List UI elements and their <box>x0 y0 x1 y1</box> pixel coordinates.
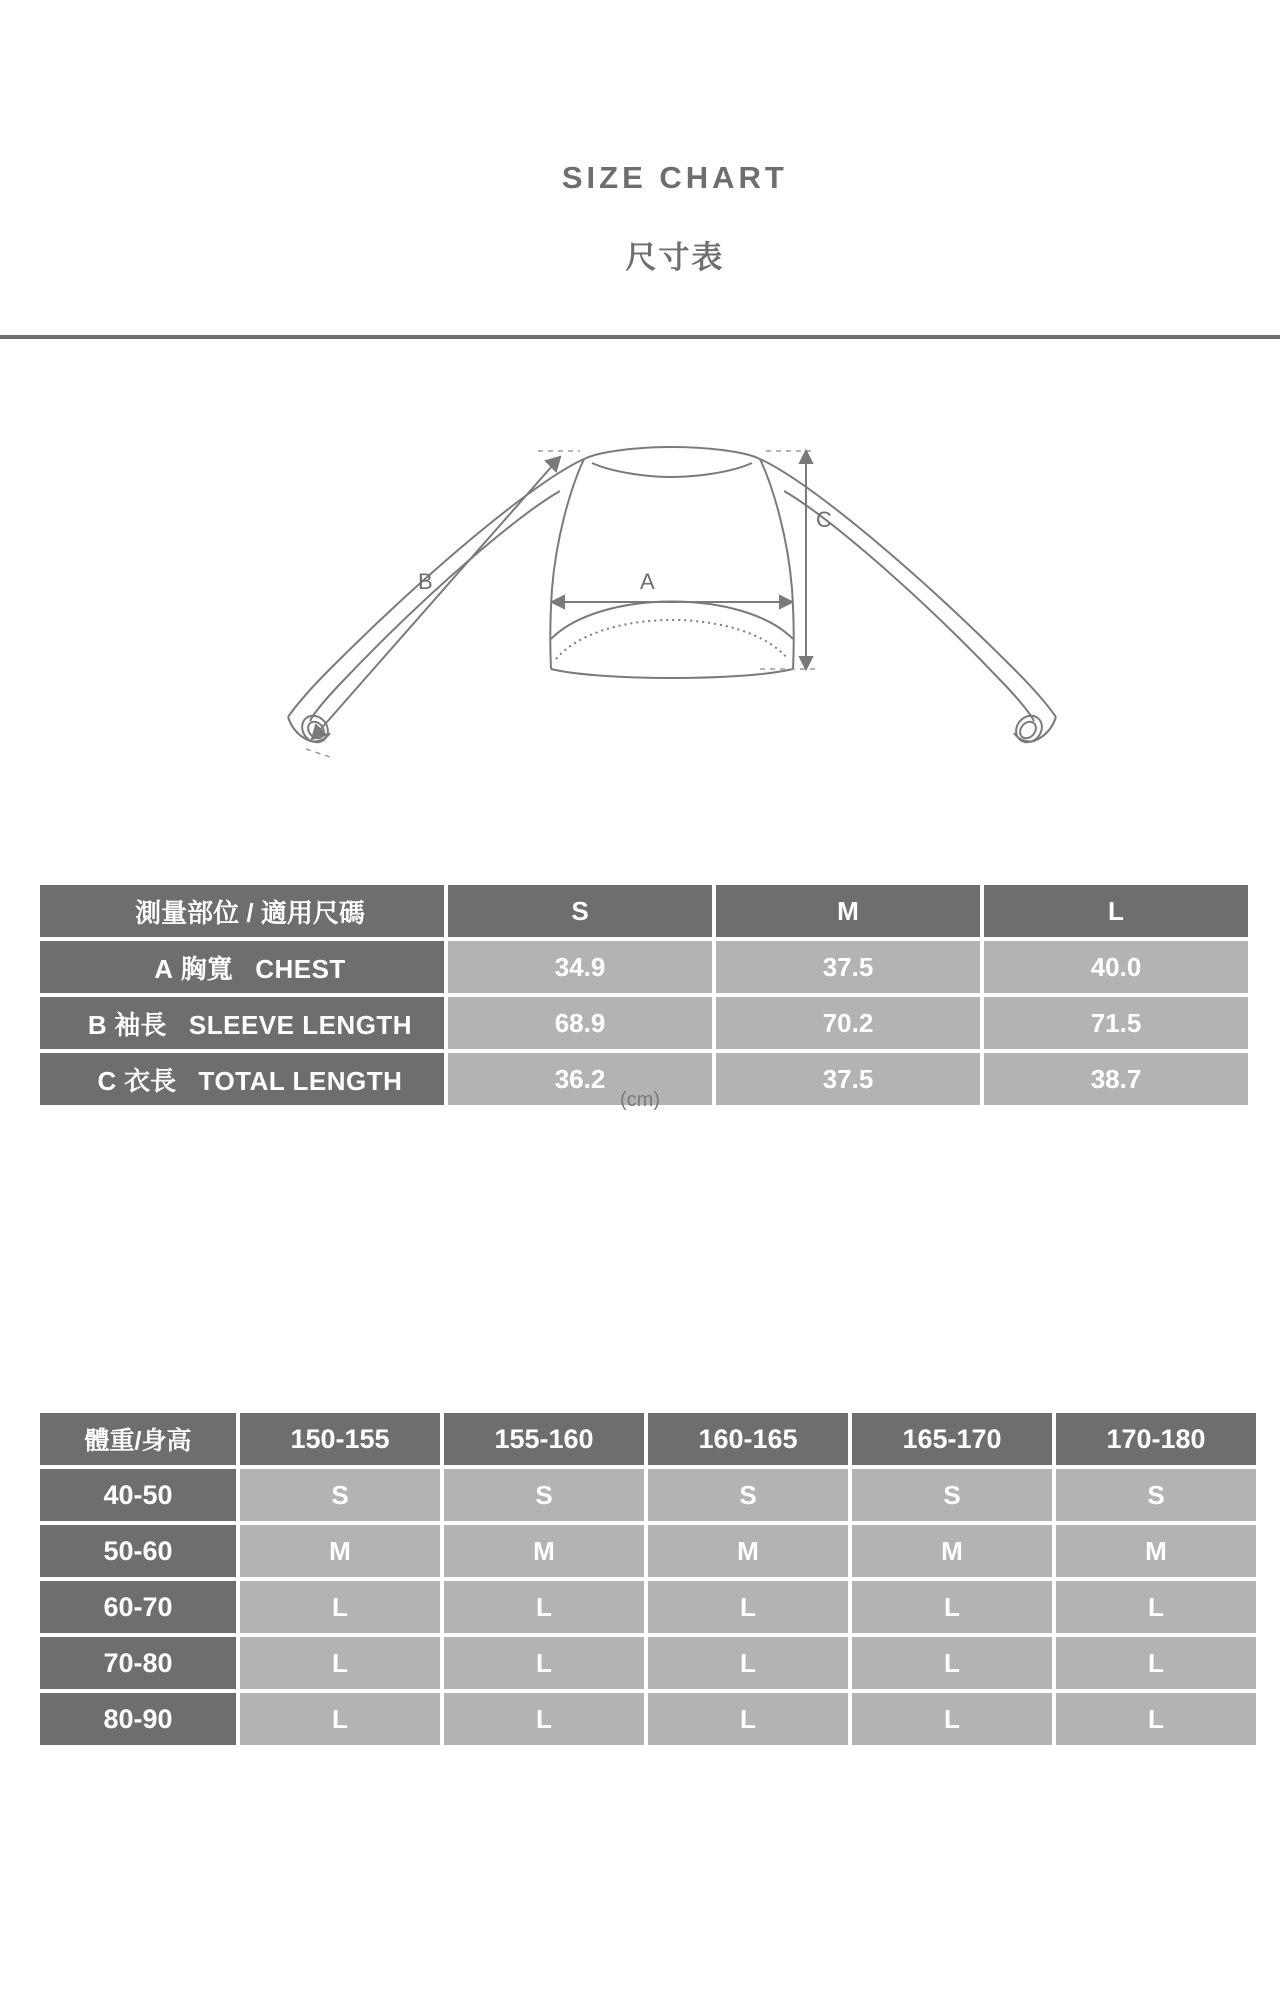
cell-chest-s: 34.9 <box>448 941 712 993</box>
height-header-5: 170-180 <box>1056 1413 1256 1465</box>
rec-cell: L <box>852 1693 1052 1745</box>
weight-label-5: 80-90 <box>40 1693 236 1745</box>
rec-cell: S <box>852 1469 1052 1521</box>
cell-total-l: 38.7 <box>984 1053 1248 1105</box>
cell-total-s: 36.2 <box>448 1053 712 1105</box>
rec-cell: L <box>648 1693 848 1745</box>
size-header-s: S <box>448 885 712 937</box>
weight-label-4: 70-80 <box>40 1637 236 1689</box>
row-label-en: SLEEVE LENGTH <box>188 1009 413 1040</box>
row-prefix: B <box>87 1009 108 1040</box>
rec-cell: L <box>1056 1581 1256 1633</box>
rec-cell: L <box>444 1637 644 1689</box>
row-label-en: TOTAL LENGTH <box>198 1065 403 1096</box>
cell-sleeve-s: 68.9 <box>448 997 712 1049</box>
table-row <box>40 997 1248 1049</box>
rec-cell: L <box>240 1581 440 1633</box>
diagram-label-a: A <box>640 569 655 594</box>
rec-cell: L <box>240 1637 440 1689</box>
rec-cell: S <box>648 1469 848 1521</box>
height-header-3: 160-165 <box>648 1413 848 1465</box>
row-label-zh: 胸寬 <box>180 953 233 984</box>
rec-cell: L <box>852 1637 1052 1689</box>
rec-cell: L <box>648 1581 848 1633</box>
size-header-m: M <box>716 885 980 937</box>
rec-cell: S <box>444 1469 644 1521</box>
table-row <box>40 1637 1256 1689</box>
row-label-zh: 衣長 <box>124 1065 177 1096</box>
rec-cell: M <box>240 1525 440 1577</box>
height-header-1: 150-155 <box>240 1413 440 1465</box>
rec-cell: M <box>444 1525 644 1577</box>
rec-cell: M <box>1056 1525 1256 1577</box>
table-row <box>40 1469 1256 1521</box>
table-row <box>40 1581 1256 1633</box>
height-header-2: 155-160 <box>444 1413 644 1465</box>
spacer <box>0 1109 1280 1409</box>
recommendation-table <box>36 1409 1260 1749</box>
weight-label-1: 40-50 <box>40 1469 236 1521</box>
rec-cell: L <box>444 1581 644 1633</box>
table-row <box>40 1525 1256 1577</box>
table-row <box>40 1693 1256 1745</box>
rec-cell: L <box>852 1581 1052 1633</box>
row-label-en: CHEST <box>255 953 346 984</box>
rec-cell: M <box>852 1525 1052 1577</box>
height-header-4: 165-170 <box>852 1413 1052 1465</box>
rec-cell: L <box>1056 1693 1256 1745</box>
cell-total-m: 37.5 <box>716 1053 980 1105</box>
cell-sleeve-l: 71.5 <box>984 997 1248 1049</box>
size-header-l: L <box>984 885 1248 937</box>
rec-cell: S <box>240 1469 440 1521</box>
page-title-zh: 尺寸表 <box>625 240 725 275</box>
measurement-header-label: 測量部位 / 適用尺碼 <box>40 885 444 937</box>
row-prefix: C <box>97 1065 117 1096</box>
rec-cell: L <box>1056 1637 1256 1689</box>
weight-label-2: 50-60 <box>40 1525 236 1577</box>
rec-cell: M <box>648 1525 848 1577</box>
rec-cell: S <box>1056 1469 1256 1521</box>
page-title <box>492 124 788 313</box>
page-title-en: SIZE CHART <box>561 160 788 195</box>
diagram-label-b: B <box>418 569 433 594</box>
corner-label: 體重/身高 <box>40 1413 236 1465</box>
cell-chest-l: 40.0 <box>984 941 1248 993</box>
weight-label-3: 60-70 <box>40 1581 236 1633</box>
cell-chest-m: 37.5 <box>716 941 980 993</box>
table-header-row <box>40 1413 1256 1465</box>
unit-label: (cm) <box>620 1089 660 1111</box>
row-label-sleeve <box>40 997 444 1049</box>
rec-cell: L <box>648 1637 848 1689</box>
garment-illustration <box>0 339 1280 979</box>
diagram-label-c: C <box>816 507 832 532</box>
rec-cell: L <box>240 1693 440 1745</box>
page-header <box>0 0 1280 339</box>
row-prefix: A <box>154 953 174 984</box>
row-label-zh: 袖長 <box>114 1009 167 1040</box>
rec-cell: L <box>444 1693 644 1745</box>
recommend-table-block <box>0 1409 1280 1749</box>
cell-sleeve-m: 70.2 <box>716 997 980 1049</box>
